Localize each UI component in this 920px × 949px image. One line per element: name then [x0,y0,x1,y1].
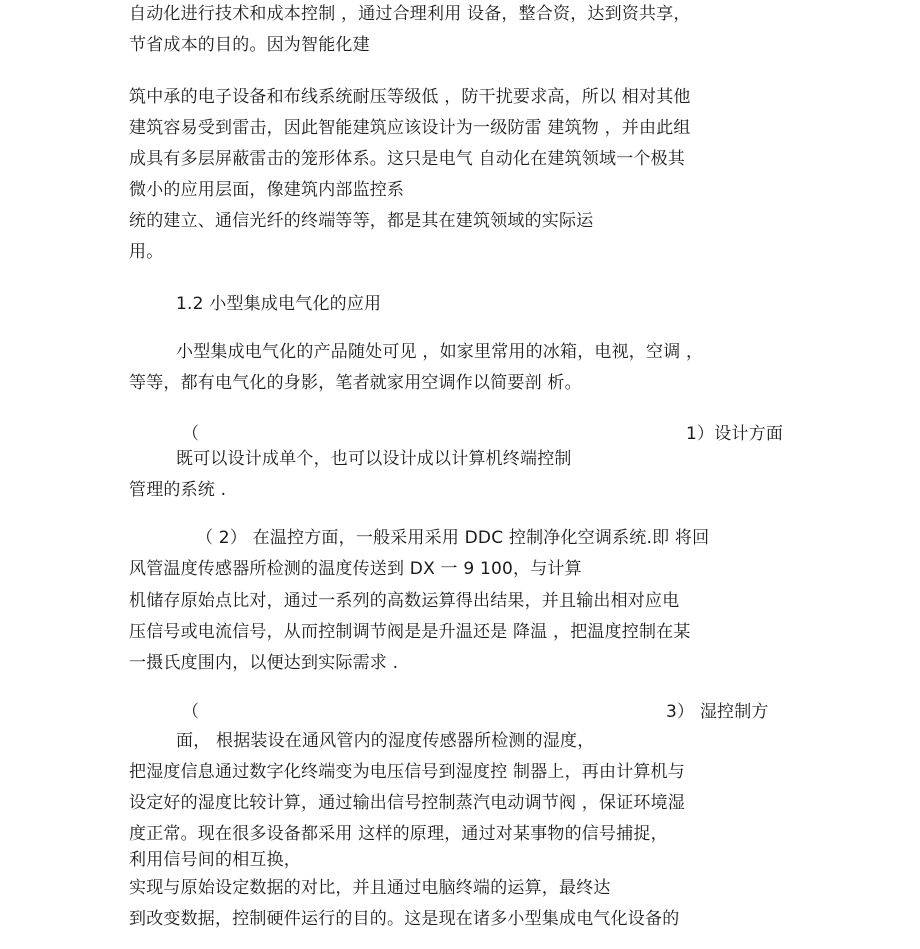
text-line-23: 面， 根据装设在通风管内的湿度传感器所检测的湿度， [176,731,595,751]
text-line-5: 成具有多层屏蔽雷击的笼形体系。这只是电气 自动化在建筑领域一个极其 [129,149,686,169]
text-line-17: 风管温度传感器所检测的温度传送到 DX 一 9 100，与计算 [129,559,582,579]
text-line-14: 既可以设计成单个，也可以设计成以计算机终端控制 [176,449,572,469]
paren-open-2: （ [182,702,200,722]
text-line-4: 建筑容易受到雷击，因此智能建筑应该设计为一级防雷 建筑物 ，并由此组 [129,118,691,138]
item-3-title: 3） 湿控制方 [666,702,769,722]
text-line-26: 度正常。现在很多设备都采用 这样的原理，通过对某事物的信号捕捉， [129,824,668,844]
text-line-16: （ 2） 在温控方面，一般采用采用 DDC 控制净化空调系统.即 将回 [196,528,710,548]
text-line-18: 机储存原始点比对，通过一系列的高数运算得出结果，并且输出相对应电 [129,591,680,611]
text-line-19: 压信号或电流信号，从而控制调节阀是是升温还是 降温 ，把温度控制在某 [129,622,691,642]
text-line-20: 一摄氏度围内，以便达到实际需求 . [129,653,399,673]
text-line-28: 实现与原始设定数据的对比，并且通过电脑终端的运算，最终达 [129,878,611,898]
text-line-27: 利用信号间的相互换， [129,850,301,870]
item-1-title: 1）设计方面 [686,424,784,444]
text-line-8: 用。 [129,242,164,262]
paren-open-1: （ [182,424,200,444]
section-heading: 1.2 小型集成电气化的应用 [176,294,382,314]
text-line-29: 到改变数据，控制硬件运行的目的。这是现在诸多小型集成电气化设备的 [129,909,680,929]
text-line-3: 筑中承的电子设备和布线系统耐压等级低 ，防干扰要求高，所以 相对其他 [129,87,691,107]
text-line-24: 把湿度信息通过数字化终端变为电压信号到湿度控 制器上，再由计算机与 [129,762,686,782]
text-line-6: 微小的应用层面，像建筑内部监控系 [129,180,405,200]
text-line-7: 统的建立、通信光纤的终端等等，都是其在建筑领域的实际运 [129,211,594,231]
text-line-2: 节省成本的目的。因为智能化建 [129,35,370,55]
text-line-10: 小型集成电气化的产品随处可见 ，如家里常用的冰箱，电视，空调 ， [176,342,704,362]
text-line-1: 自动化进行技术和成本控制 ，通过合理利用 设备，整合资，达到资共享， [129,4,691,24]
text-line-11: 等等，都有电气化的身影，笔者就家用空调作以简要剖 析。 [129,373,582,393]
text-line-25: 设定好的湿度比较计算，通过输出信号控制蒸汽电动调节阀 ，保证环境湿 [129,793,686,813]
text-line-15: 管理的系统 . [129,480,227,500]
